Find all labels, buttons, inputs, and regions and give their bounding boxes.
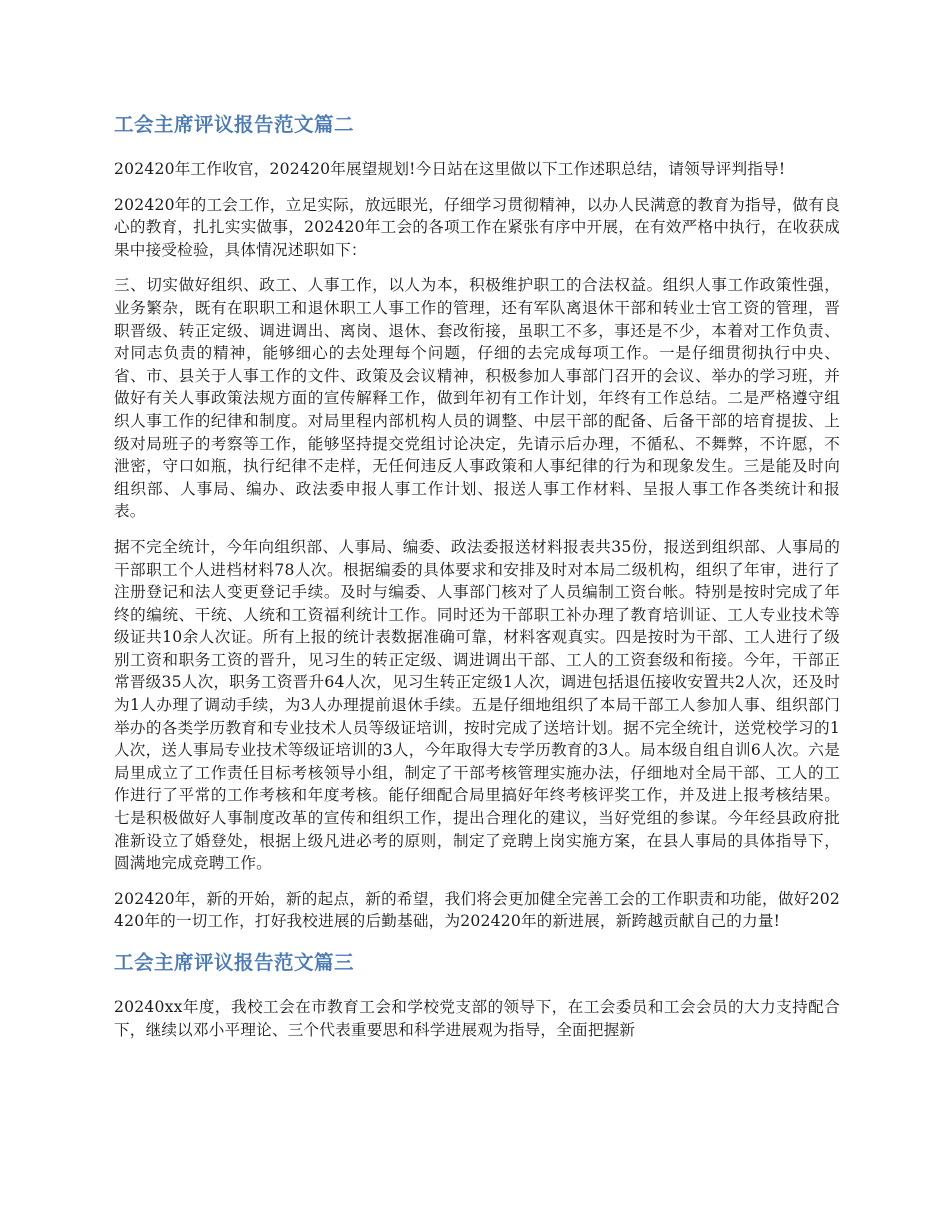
paragraph: 202420年，新的开始，新的起点，新的希望，我们将会更加健全完善工会的工作职责和功能，做好202420年的一切工作，打好我校进展的后勤基础，为202420年的新进展，新跨越贡献自己的力量!	[114, 889, 840, 931]
document-page	[114, 108, 840, 1054]
paragraph: 20240xx年度，我校工会在市教育工会和学校党支部的领导下，在工会委员和工会会员的大力支持配合下，继续以邓小平理论、三个代表重要思和科学进展观为指导，全面把握新	[114, 998, 840, 1039]
paragraph: 据不完全统计，今年向组织部、人事局、编委、政法委报送材料报表共35份，报送到组织部、人事局的干部职工个人进档材料78人次。根据编委的具体要求和安排及时对本局二级机构，组织了年审，进行了注册登记和法人变更登记手续。及时与编委、人事部门核对了人员编制工资台帐。特别是按时完成了年终的编统、干统、人统和工资福利统计工作。同时还为干部职工补办理了教育培训证、工人专业技术等级证共10余人次证。所有上报的统计表数据准确可靠，材料客观真实。四是按时为干部、工人进行了级别工资和职务工资的晋升，见习生的转正定级、调进调出干部、工人的工资套级和衔接。今年，干部正常晋级35人次，职务工资晋升64人次，见习生转正定级1人次，调进包括退伍接收安置共2人次，还及时为1人办理了调动手续，为3人办理提前退休手续。五是仔细地组织了本局干部工人参加人事、组织部门举办的各类学历教育和专业技术人员等级证培训，按时完成了送培计划。据不完全统计，送党校学习的1人次，送人事局专业技术等级证培训的3人，今年取得大专学历教育的3人。局本级自组自训6人次。六是局里成立了工作责任目标考核领导小组，制定了干部考核管理实施办法，仔细地对全局干部、工人的工作进行了平常的工作考核和年度考核。能仔细配合局里搞好年终考核评奖工作，并及进上报考核结果。七是积极做好人事制度改革的宣传和组织工作，提出合理化的建议，当好党组的参谋。今年经县政府批准新设立了婚登处，根据上级凡进必考的原则，制定了竞聘上岗实施方案，在县人事局的具体指导下，圆满地完成竞聘工作。	[114, 537, 840, 873]
paragraph: 202420年的工会工作，立足实际，放远眼光，仔细学习贯彻精神，以办人民满意的教育为指导，做有良心的教育，扎扎实实做事，202420年工会的各项工作在紧张有序中开展，在有效严格中执行，在收获成果中接受检验，具体情况述职如下：	[114, 195, 840, 259]
paragraph: 三、切实做好组织、政工、人事工作，以人为本，积极维护职工的合法权益。组织人事工作政策性强，业务繁杂，既有在职职工和退休职工人事工作的管理，还有军队离退休干部和转业士官工资的管理，晋职晋级、转正定级、调进调出、离岗、退休、套改衔接，虽职工不多，事还是不少，本着对工作负责、对同志负责的精神，能够细心的去处理每个问题，仔细的去完成每项工作。一是仔细贯彻执行中央、省、市、县关于人事工作的文件、政策及会议精神，积极参加人事部门召开的会议、举办的学习班，并做好有关人事政策法规方面的宣传解释工作，做到年初有工作计划，年终有工作总结。二是严格遵守组织人事工作的纪律和制度。对局里程内部机构人员的调整、中层干部的配备、后备干部的培育提拔、上级对局班子的考察等工作，能够坚持提交党组讨论决定，先请示后办理，不循私、不舞弊，不许愿，不泄密，守口如瓶，执行纪律不走样，无任何违反人事政策和人事纪律的行为和现象发生。三是能及时向组织部、人事局、编办、政法委申报人事工作计划、报送人事工作材料、呈报人事工作各类统计和报表。	[114, 276, 840, 521]
section-title: 工会主席评议报告范文篇三	[114, 951, 355, 974]
section-title: 工会主席评议报告范文篇二	[114, 113, 355, 136]
paragraph: 202420年工作收官，202420年展望规划!今日站在这里做以下工作述职总结，请领导评判指导!	[114, 160, 786, 178]
